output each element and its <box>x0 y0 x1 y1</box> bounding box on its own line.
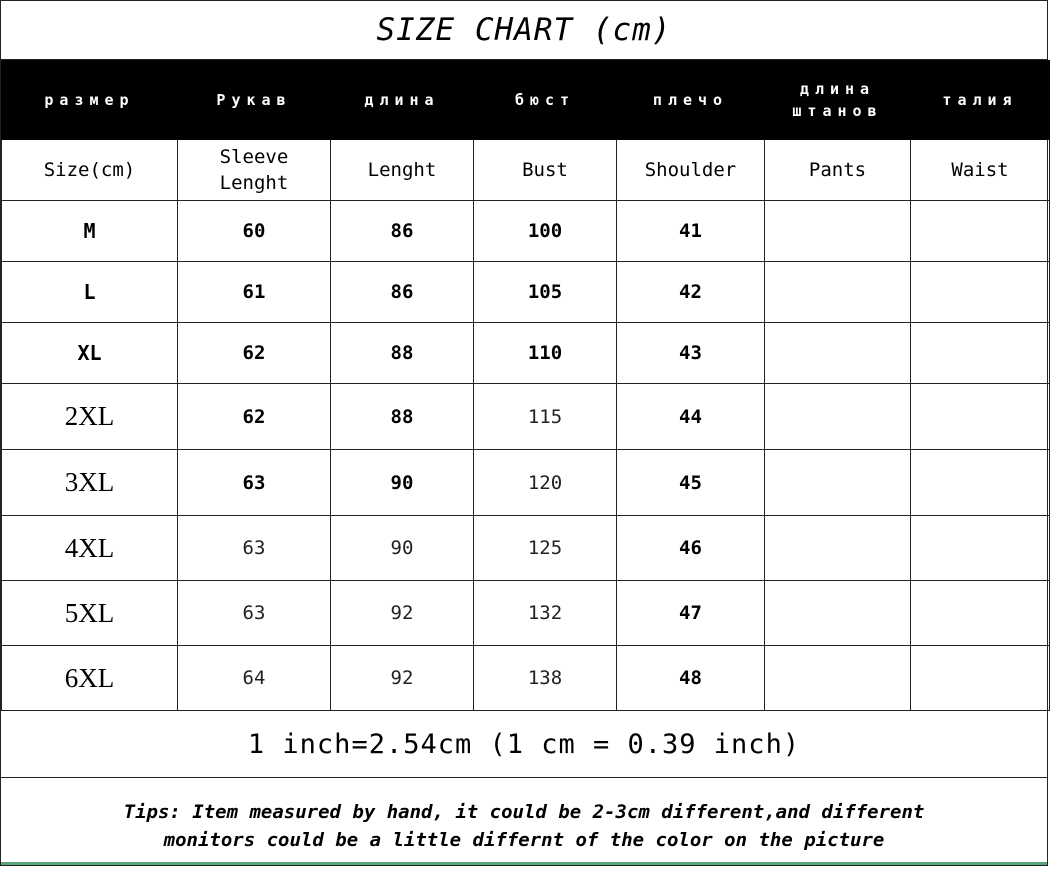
bust-cell: 100 <box>474 201 617 262</box>
sleeve-cell: 64 <box>178 646 331 711</box>
size-cell: 3XL <box>2 450 178 516</box>
chart-title: SIZE CHART (cm) <box>1 1 1047 60</box>
pants-cell <box>765 384 911 450</box>
sleeve-cell: 61 <box>178 262 331 323</box>
shoulder-cell: 45 <box>617 450 765 516</box>
tips-note <box>1 778 1047 873</box>
header-ru-pants: длина штанов <box>765 61 911 140</box>
table-row <box>2 450 1050 516</box>
length-cell: 88 <box>331 323 474 384</box>
waist-cell <box>911 646 1050 711</box>
shoulder-cell: 44 <box>617 384 765 450</box>
sleeve-cell: 63 <box>178 450 331 516</box>
length-cell: 90 <box>331 516 474 581</box>
size-cell: XL <box>2 323 178 384</box>
sleeve-cell: 60 <box>178 201 331 262</box>
header-shoulder: Shoulder <box>617 140 765 201</box>
pants-cell <box>765 646 911 711</box>
bust-cell: 132 <box>474 581 617 646</box>
bust-cell: 138 <box>474 646 617 711</box>
tips-line-1: Tips: Item measured by hand, it could be 2-3cm different,and different <box>123 800 925 823</box>
length-cell: 90 <box>331 450 474 516</box>
pants-cell <box>765 201 911 262</box>
header-length: Lenght <box>331 140 474 201</box>
size-cell: 5XL <box>2 581 178 646</box>
pants-cell <box>765 516 911 581</box>
header-ru-length: длина <box>331 61 474 140</box>
shoulder-cell: 46 <box>617 516 765 581</box>
length-cell: 86 <box>331 262 474 323</box>
bust-cell: 115 <box>474 384 617 450</box>
header-ru-size: размер <box>2 61 178 140</box>
size-cell: L <box>2 262 178 323</box>
sleeve-cell: 62 <box>178 323 331 384</box>
pants-cell <box>765 450 911 516</box>
sleeve-cell: 63 <box>178 581 331 646</box>
pants-cell <box>765 581 911 646</box>
header-bust: Bust <box>474 140 617 201</box>
table-row <box>2 384 1050 450</box>
bust-cell: 105 <box>474 262 617 323</box>
size-cell: 6XL <box>2 646 178 711</box>
header-size: Size(cm) <box>2 140 178 201</box>
bust-cell: 120 <box>474 450 617 516</box>
waist-cell <box>911 516 1050 581</box>
table-row <box>2 646 1050 711</box>
shoulder-cell: 43 <box>617 323 765 384</box>
waist-cell <box>911 581 1050 646</box>
size-cell: 2XL <box>2 384 178 450</box>
table-row <box>2 201 1050 262</box>
unit-conversion-note: 1 inch=2.54cm (1 cm = 0.39 inch) <box>1 711 1047 778</box>
shoulder-cell: 48 <box>617 646 765 711</box>
waist-cell <box>911 262 1050 323</box>
header-ru-shoulder: плечо <box>617 61 765 140</box>
waist-cell <box>911 201 1050 262</box>
header-pants: Pants <box>765 140 911 201</box>
length-cell: 92 <box>331 646 474 711</box>
shoulder-cell: 42 <box>617 262 765 323</box>
waist-cell <box>911 450 1050 516</box>
length-cell: 92 <box>331 581 474 646</box>
shoulder-cell: 47 <box>617 581 765 646</box>
size-table <box>1 60 1050 711</box>
tips-line-2: monitors could be a little differnt of the color on the picture <box>163 828 885 851</box>
table-row <box>2 262 1050 323</box>
header-sleeve: Sleeve Lenght <box>178 140 331 201</box>
header-ru-waist: талия <box>911 61 1050 140</box>
sleeve-cell: 63 <box>178 516 331 581</box>
waist-cell <box>911 323 1050 384</box>
english-header-row <box>2 140 1050 201</box>
size-cell: M <box>2 201 178 262</box>
pants-cell <box>765 323 911 384</box>
header-waist: Waist <box>911 140 1050 201</box>
bust-cell: 125 <box>474 516 617 581</box>
table-row <box>2 581 1050 646</box>
length-cell: 86 <box>331 201 474 262</box>
shoulder-cell: 41 <box>617 201 765 262</box>
size-cell: 4XL <box>2 516 178 581</box>
table-row <box>2 323 1050 384</box>
header-ru-bust: бюст <box>474 61 617 140</box>
russian-header-row <box>2 61 1050 140</box>
length-cell: 88 <box>331 384 474 450</box>
sleeve-cell: 62 <box>178 384 331 450</box>
waist-cell <box>911 384 1050 450</box>
pants-cell <box>765 262 911 323</box>
bust-cell: 110 <box>474 323 617 384</box>
table-row <box>2 516 1050 581</box>
bottom-divider <box>1 862 1047 865</box>
header-ru-sleeve: Рукав <box>178 61 331 140</box>
